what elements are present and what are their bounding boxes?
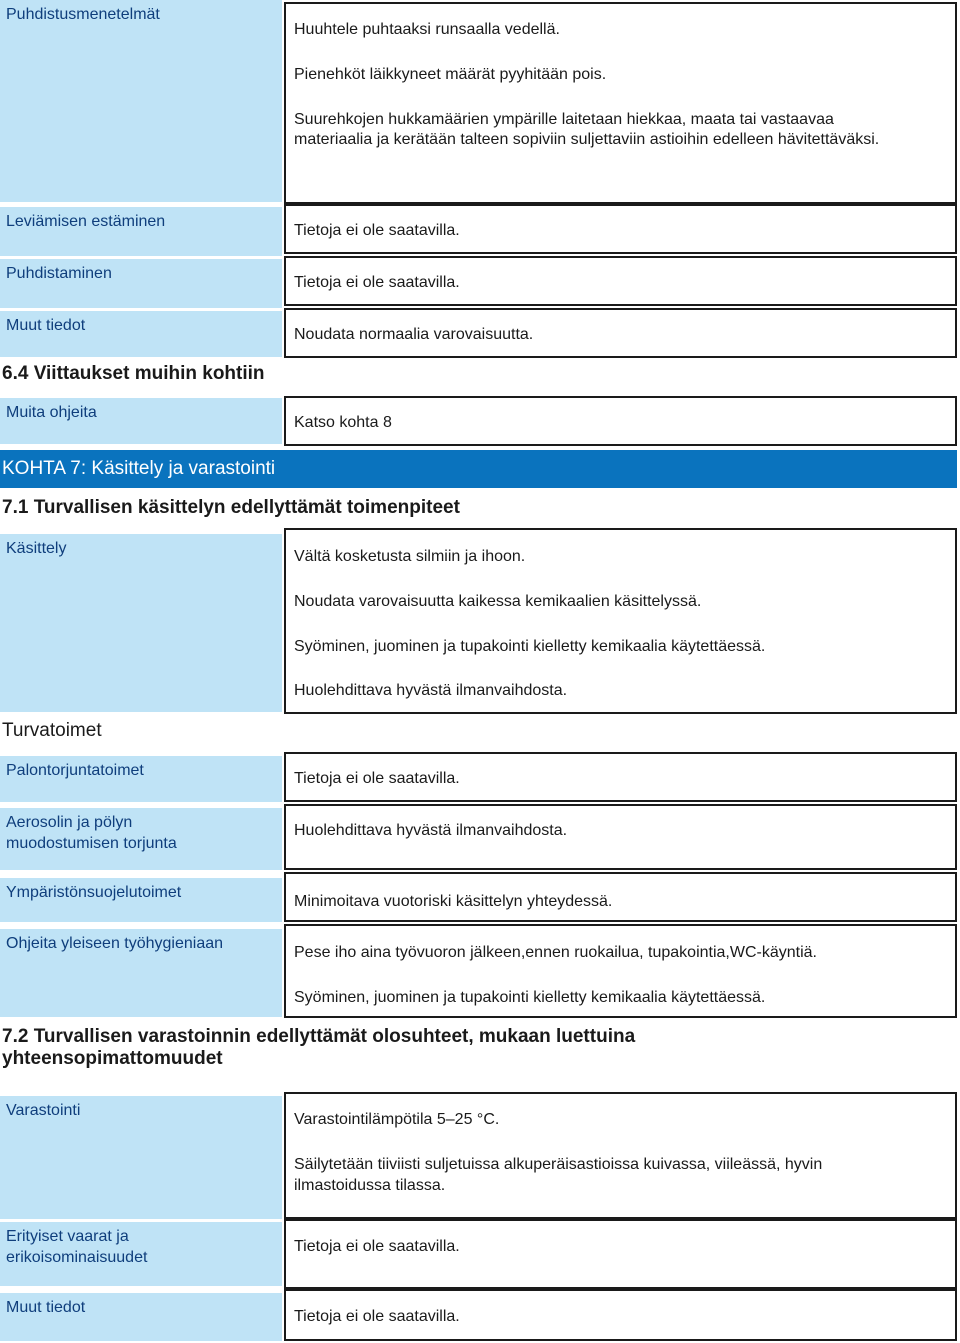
label-storage: Varastointi (0, 1096, 282, 1219)
label-other-instructions: Muita ohjeita (0, 398, 282, 444)
text-hygiene-line-1: Pese iho aina työvuoron jälkeen,ennen ruokailua, tupakointia,WC-käyntiä. (294, 944, 817, 961)
heading-6-4: 6.4 Viittaukset muihin kohtiin (2, 363, 265, 384)
heading-7-2: 7.2 Turvallisen varastoinnin edellyttämät olosuhteet, mukaan luettuina yhteensopimattomuudet (2, 1026, 636, 1069)
text-environment: Minimoitava vuotoriski käsittelyn yhteydessä. (294, 893, 613, 910)
section-7-title: KOHTA 7: Käsittely ja varastointi (2, 458, 276, 479)
text-storage-other-info: Tietoja ei ole saatavilla. (294, 1308, 460, 1325)
text-storage-line-1: Varastointilämpötila 5–25 °C. (294, 1111, 500, 1128)
label-other-info: Muut tiedot (0, 311, 282, 357)
label-cleanup-methods: Puhdistusmenetelmät (0, 0, 282, 202)
text-cleanup-line-4: materiaalia ja kerätään talteen sopiviin suljettaviin astioihin edelleen hävitettäväksi. (294, 131, 880, 148)
heading-7-1: 7.1 Turvallisen käsittelyn edellyttämät toimenpiteet (2, 497, 460, 518)
label-storage-other-info: Muut tiedot (0, 1293, 282, 1341)
text-aerosol: Huolehdittava hyvästä ilmanvaihdosta. (294, 822, 568, 839)
text-storage-line-2a: Säilytetään tiiviisti suljetuissa alkuperäisastioissa kuivassa, viileässä, hyvin (294, 1156, 823, 1173)
text-hygiene-line-2: Syöminen, juominen ja tupakointi kielletty kemikaalia käytettäessä. (294, 989, 766, 1006)
heading-safety-measures: Turvatoimet (2, 720, 102, 741)
label-hygiene: Ohjeita yleiseen työhygieniaan (0, 929, 282, 1017)
text-storage-line-2b: ilmastoidussa tilassa. (294, 1177, 446, 1194)
text-containment: Tietoja ei ole saatavilla. (294, 222, 460, 239)
label-special-hazards: Erityiset vaarat ja erikoisominaisuudet (0, 1222, 282, 1286)
text-special-hazards: Tietoja ei ole saatavilla. (294, 1238, 460, 1255)
label-containment: Leviämisen estäminen (0, 207, 282, 256)
text-handling-line-3: Syöminen, juominen ja tupakointi kielletty kemikaalia käytettäessä. (294, 638, 766, 655)
label-cleaning: Puhdistaminen (0, 259, 282, 308)
text-fire-prevention: Tietoja ei ole saatavilla. (294, 770, 460, 787)
label-fire-prevention: Palontorjuntatoimet (0, 756, 282, 802)
text-other-instructions: Katso kohta 8 (294, 414, 392, 431)
text-handling-line-2: Noudata varovaisuutta kaikessa kemikaalien käsittelyssä. (294, 593, 702, 610)
label-environment: Ympäristönsuojelutoimet (0, 878, 282, 922)
text-handling-line-1: Vältä kosketusta silmiin ja ihoon. (294, 548, 526, 565)
text-other-info: Noudata normaalia varovaisuutta. (294, 326, 534, 343)
text-cleanup-line-3: Suurehkojen hukkamäärien ympärille laitetaan hiekkaa, maata tai vastaavaa (294, 111, 834, 128)
text-cleaning: Tietoja ei ole saatavilla. (294, 274, 460, 291)
text-cleanup-line-1: Huuhtele puhtaaksi runsaalla vedellä. (294, 21, 560, 38)
text-cleanup-line-2: Pienehköt läikkyneet määrät pyyhitään pois. (294, 66, 607, 83)
section-7-bar (0, 450, 957, 488)
label-aerosol: Aerosolin ja pölyn muodostumisen torjunta (0, 808, 282, 870)
text-handling-line-4: Huolehdittava hyvästä ilmanvaihdosta. (294, 682, 568, 699)
label-handling: Käsittely (0, 534, 282, 712)
